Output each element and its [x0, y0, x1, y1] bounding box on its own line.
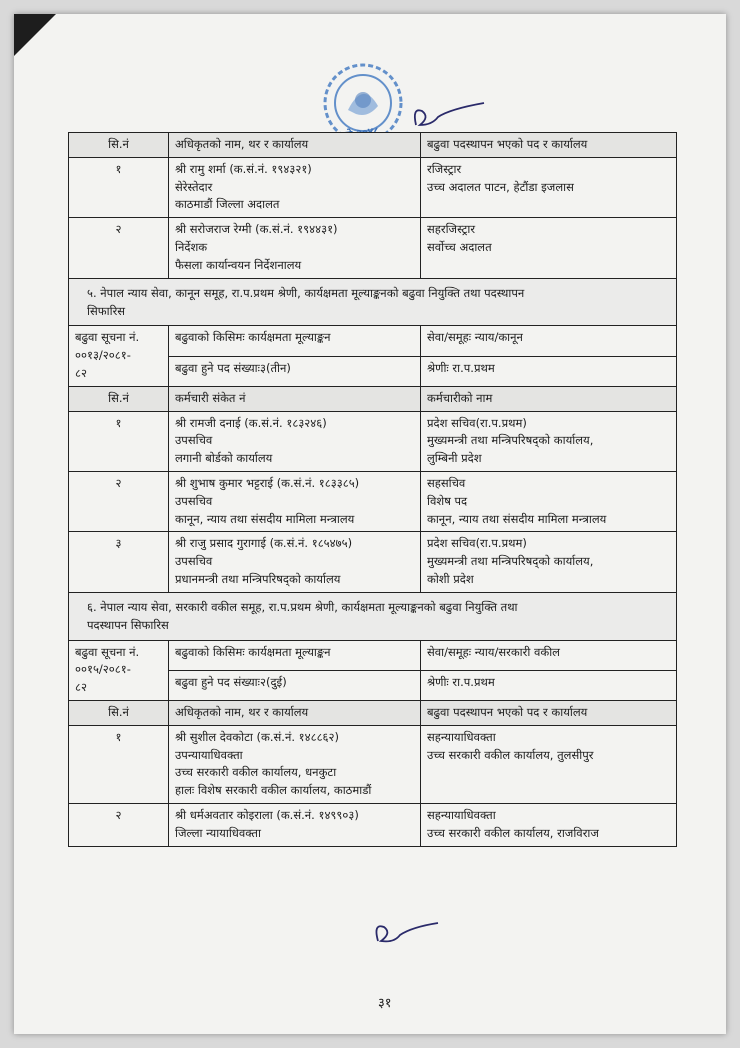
- post-count: बढुवा हुने पद संख्याः२(दुई): [169, 670, 421, 700]
- scan-shadow: [14, 14, 56, 56]
- new-office: कोशी प्रदेश: [427, 572, 474, 587]
- row-sn: २: [69, 218, 169, 278]
- notice-number: [69, 326, 169, 386]
- officer-name: श्री धर्मअवतार कोइराला (क.सं.नं. १४९९०३): [175, 808, 359, 822]
- new-office: उच्च सरकारी वकील कार्यालय, राजविराज: [427, 825, 599, 840]
- post-count: बढुवा हुने पद संख्याः३(तीन): [169, 356, 421, 386]
- row-officer: [169, 411, 421, 471]
- table-row: [69, 725, 677, 803]
- row-officer: [169, 804, 421, 847]
- officer-current-office: हालः विशेष सरकारी वकील कार्यालय, काठमाडौं: [175, 783, 372, 798]
- new-office: उच्च अदालत पाटन, हेटौंडा इजलास: [427, 179, 574, 194]
- row-sn: ३: [69, 532, 169, 592]
- officer-office: प्रधानमन्त्री तथा मन्त्रिपरिषद्को कार्यालय: [175, 572, 341, 587]
- header-officer: अधिकृतको नाम, थर र कार्यालय: [169, 700, 421, 725]
- new-post: सहरजिस्ट्रार: [427, 222, 476, 237]
- notice-value: ८२: [75, 365, 87, 380]
- new-office: विशेष पद: [427, 493, 468, 508]
- row-officer: [169, 532, 421, 592]
- section-title-line: पदस्थापन सिफारिस: [87, 617, 169, 632]
- page-number: ३१: [378, 996, 392, 1011]
- new-office: उच्च सरकारी वकील कार्यालय, तुलसीपुर: [427, 747, 594, 762]
- table-row: [69, 218, 677, 278]
- service-group: सेवा/समूहः न्याय/सरकारी वकील: [421, 640, 677, 670]
- header-name: कर्मचारीको नाम: [421, 386, 677, 411]
- row-sn: १: [69, 725, 169, 803]
- officer-office: लगानी बोर्डको कार्यालय: [175, 451, 273, 466]
- new-post: प्रदेश सचिव(रा.प.प्रथम): [427, 415, 527, 430]
- table-row: [69, 157, 677, 217]
- table-row: [69, 804, 677, 847]
- row-new-post: [421, 532, 677, 592]
- promotion-table: [68, 132, 677, 847]
- signature-icon: [370, 915, 442, 953]
- new-post: सहन्यायाधिवक्ता: [427, 808, 496, 822]
- officer-post: उपन्यायाधिवक्ता: [175, 747, 243, 762]
- notice-label: बढुवा सूचना नं.: [75, 644, 140, 659]
- row-officer: [169, 725, 421, 803]
- table-row: [69, 472, 677, 532]
- section-title-line: ५. नेपाल न्याय सेवा, कानून समूह, रा.प.प्रथम श्रेणी, कार्यक्षमता मूल्याङ्कनको बढुवा नियुक्ति तथा पदस्थापन: [87, 285, 525, 300]
- officer-post: सेरेस्तेदार: [175, 179, 213, 194]
- header-sn: सि.नं: [69, 700, 169, 725]
- officer-post: निर्देशक: [175, 240, 208, 255]
- officer-name: श्री रामु शर्मा (क.सं.नं. १९४३२१): [175, 161, 312, 176]
- new-office: मुख्यमन्त्री तथा मन्त्रिपरिषद्को कार्यालय,: [427, 433, 594, 448]
- class-grade: श्रेणीः रा.प.प्रथम: [421, 356, 677, 386]
- notice-number: [69, 640, 169, 700]
- row-officer: [169, 157, 421, 217]
- row-sn: २: [69, 804, 169, 847]
- row-officer: [169, 472, 421, 532]
- service-group: सेवा/समूहः न्याय/कानून: [421, 326, 677, 356]
- officer-name: श्री रामजी दनाई (क.सं.नं. १८३२४६): [175, 415, 327, 430]
- promotion-type: बढुवाको किसिमः कार्यक्षमता मूल्याङ्कन: [169, 326, 421, 356]
- row-new-post: [421, 725, 677, 803]
- table-header: [69, 386, 677, 411]
- notice-label: बढुवा सूचना नं.: [75, 330, 140, 345]
- notice-value: ००१५/२०८१-: [75, 662, 131, 677]
- row-officer: [169, 218, 421, 278]
- officer-name: श्री राजु प्रसाद गुरागाई (क.सं.नं. १८५४७५): [175, 536, 353, 551]
- new-post: सहसचिव: [427, 476, 466, 490]
- row-sn: २: [69, 472, 169, 532]
- new-post: रजिस्ट्रार: [427, 161, 462, 176]
- new-office: सर्वोच्च अदालत: [427, 240, 492, 255]
- officer-name: श्री सरोजराज रेग्मी (क.सं.नं. १९४४३१): [175, 222, 338, 237]
- section-title-6: [69, 592, 677, 640]
- officer-post: उपसचिव: [175, 554, 213, 569]
- notice-row: [69, 640, 677, 670]
- officer-post: उपसचिव: [175, 433, 213, 448]
- section-title-line: सिफारिस: [87, 303, 126, 318]
- officer-office: फैसला कार्यान्वयन निर्देशनालय: [175, 257, 302, 272]
- class-grade: श्रेणीः रा.प.प्रथम: [421, 670, 677, 700]
- row-new-post: [421, 472, 677, 532]
- row-new-post: [421, 411, 677, 471]
- officer-post: जिल्ला न्यायाधिवक्ता: [175, 825, 261, 840]
- officer-post: उपसचिव: [175, 493, 213, 508]
- row-sn: १: [69, 411, 169, 471]
- row-new-post: [421, 804, 677, 847]
- new-post: प्रदेश सचिव(रा.प.प्रथम): [427, 536, 527, 551]
- row-new-post: [421, 218, 677, 278]
- notice-value: ००१३/२०८१-: [75, 348, 131, 363]
- officer-office: काठमाडौं जिल्ला अदालत: [175, 197, 280, 212]
- section-title-line: ६. नेपाल न्याय सेवा, सरकारी वकील समूह, रा.प.प्रथम श्रेणी, कार्यक्षमता मूल्याङ्कनको बढुवा नियुक्ति तथा: [87, 599, 518, 614]
- new-post: सहन्यायाधिवक्ता: [427, 729, 496, 744]
- officer-office: उच्च सरकारी वकील कार्यालय, धनकुटा: [175, 765, 337, 780]
- section-title-5: [69, 278, 677, 326]
- new-office: मुख्यमन्त्री तथा मन्त्रिपरिषद्को कार्यालय,: [427, 554, 594, 569]
- table-header: [69, 700, 677, 725]
- officer-office: कानून, न्याय तथा संसदीय मामिला मन्त्रालय: [175, 511, 355, 526]
- row-new-post: [421, 157, 677, 217]
- notice-value: ८२: [75, 680, 87, 695]
- new-office: लुम्बिनी प्रदेश: [427, 451, 482, 466]
- promotion-type: बढुवाको किसिमः कार्यक्षमता मूल्याङ्कन: [169, 640, 421, 670]
- officer-name: श्री सुशील देवकोटा (क.सं.नं. १४८८६२): [175, 729, 340, 744]
- header-new-post: बढुवा पदस्थापन भएको पद र कार्यालय: [421, 700, 677, 725]
- header-officer: अधिकृतको नाम, थर र कार्यालय: [169, 133, 421, 158]
- header-sn: सि.नं: [69, 133, 169, 158]
- row-sn: १: [69, 157, 169, 217]
- officer-name: श्री शुभाष कुमार भट्टराई (क.सं.नं. १८३३८५): [175, 476, 360, 490]
- signature-icon: [410, 95, 488, 137]
- table-header: [69, 133, 677, 158]
- new-office: कानून, न्याय तथा संसदीय मामिला मन्त्रालय: [427, 511, 607, 526]
- header-sn: सि.नं: [69, 386, 169, 411]
- notice-row: [69, 326, 677, 356]
- header-code: कर्मचारी संकेत नं: [169, 386, 421, 411]
- table-row: [69, 411, 677, 471]
- table-row: [69, 532, 677, 592]
- header-new-post: बढुवा पदस्थापन भएको पद र कार्यालय: [421, 133, 677, 158]
